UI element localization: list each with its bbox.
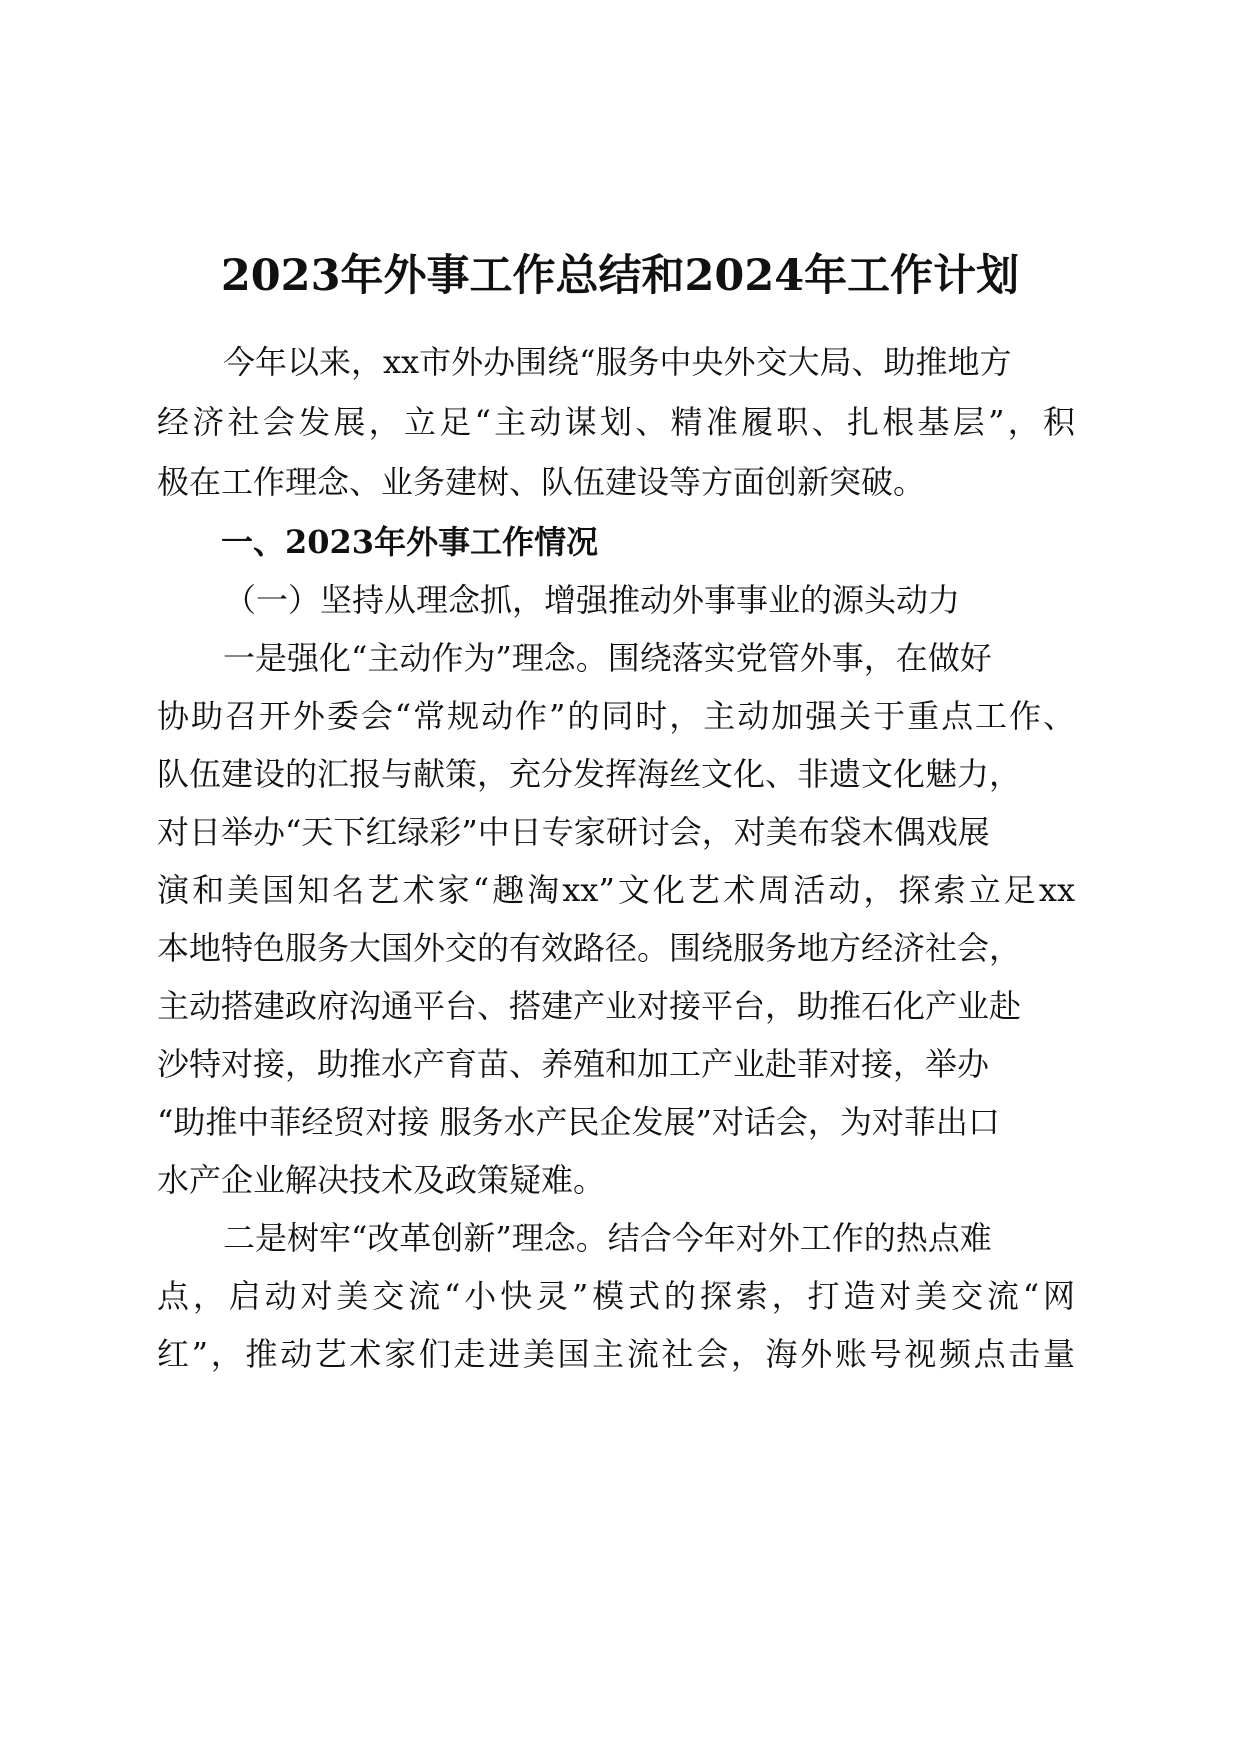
body-line: 今年以来，xx市外办围绕“服务中央外交大局、助推地方 [223, 343, 1012, 381]
body-line: 队伍建设的汇报与献策，充分发挥海丝文化、非遗文化魅力， [157, 755, 1022, 793]
document-title: 2023年外事工作总结和2024年工作计划 [220, 251, 1020, 301]
body-line: 演和美国知名艺术家“趣淘xx”文化艺术周活动，探索立足xx [157, 871, 1075, 909]
body-line: 经济社会发展，立足“主动谋划、精准履职、扎根基层”，积 [157, 403, 1075, 441]
body-line: “助推中菲经贸对接 服务水产民企发展”对话会，为对菲出口 [157, 1103, 1000, 1141]
body-line: 本地特色服务大国外交的有效路径。围绕服务地方经济社会， [157, 929, 1022, 967]
body-line: 协助召开外委会“常规动作”的同时，主动加强关于重点工作、 [157, 697, 1075, 735]
section-heading: 一、2023年外事工作情况 [221, 523, 599, 561]
subsection-heading: （一）坚持从理念抓，增强推动外事事业的源头动力 [224, 581, 961, 619]
body-line: 红”，推动艺术家们走进美国主流社会，海外账号视频点击量 [157, 1335, 1075, 1373]
body-line: 沙特对接，助推水产育苗、养殖和加工产业赴菲对接，举办 [157, 1045, 990, 1083]
body-line: 点，启动对美交流“小快灵”模式的探索，打造对美交流“网 [157, 1277, 1075, 1315]
body-line: 对日举办“天下红绿彩”中日专家研讨会，对美布袋木偶戏展 [157, 813, 990, 851]
body-line: 极在工作理念、业务建树、队伍建设等方面创新突破。 [157, 463, 926, 501]
body-line: 水产企业解决技术及政策疑难。 [157, 1161, 606, 1199]
body-line: 主动搭建政府沟通平台、搭建产业对接平台，助推石化产业赴 [157, 987, 1022, 1025]
body-line: 二是树牢“改革创新”理念。结合今年对外工作的热点难 [223, 1219, 992, 1257]
body-line: 一是强化“主动作为”理念。围绕落实党管外事，在做好 [223, 639, 992, 677]
